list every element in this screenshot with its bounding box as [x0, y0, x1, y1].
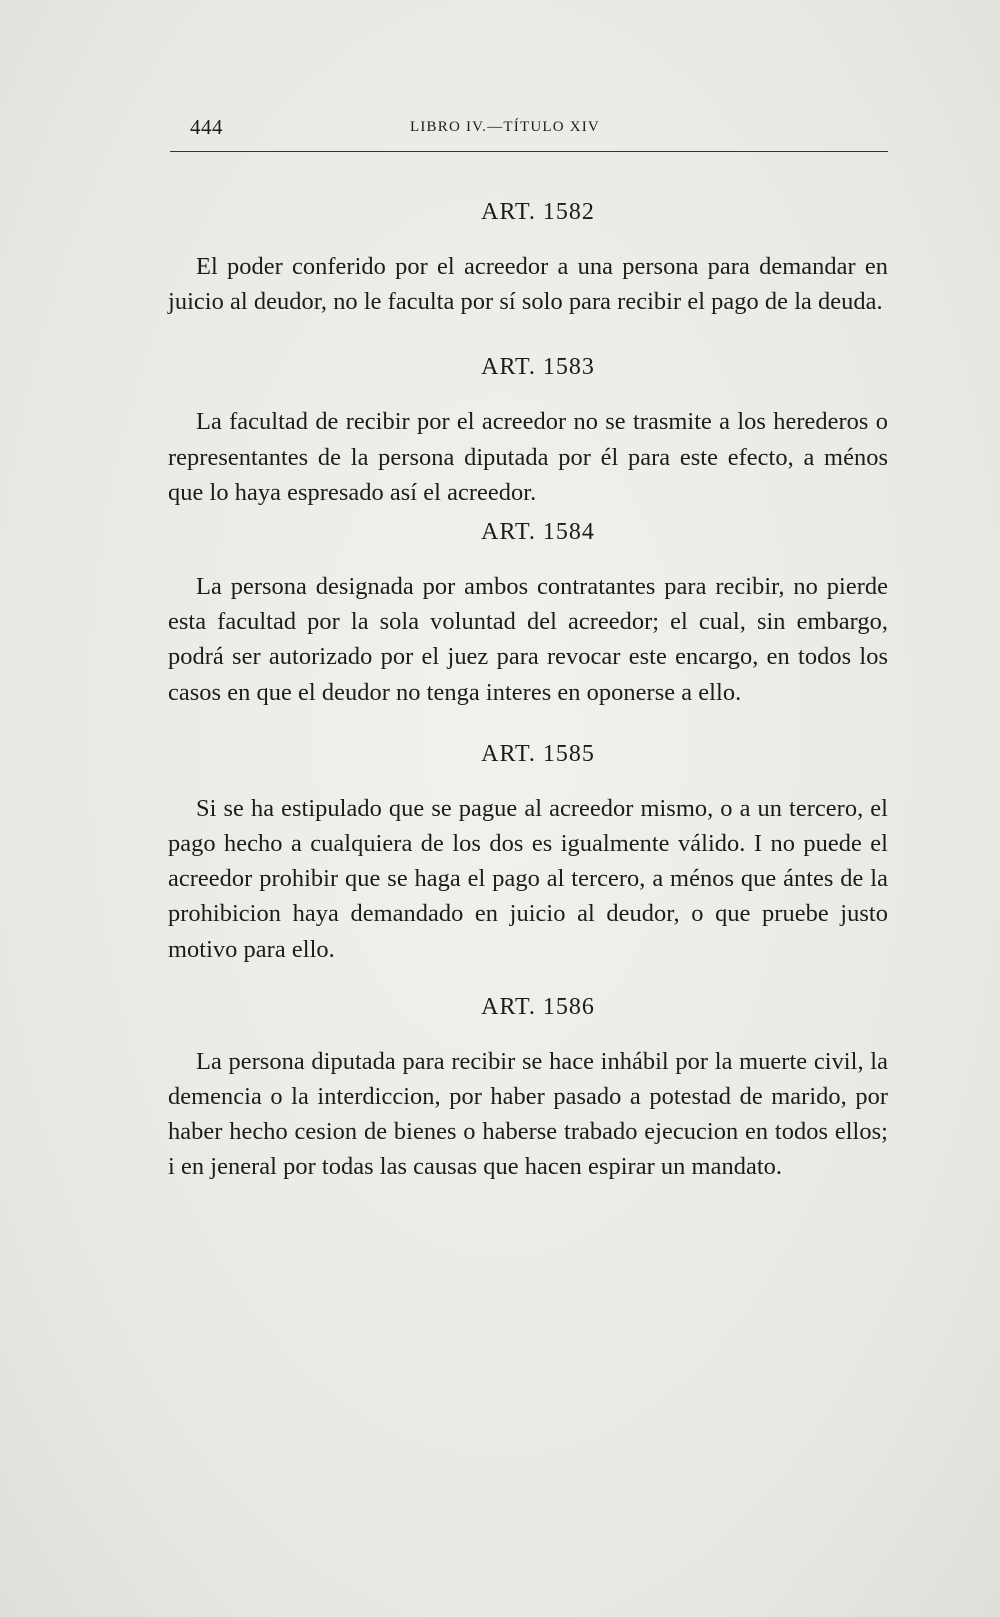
page-header — [170, 113, 892, 143]
article-1583 — [168, 345, 888, 510]
article-1582 — [168, 190, 888, 319]
header-rule — [170, 151, 888, 152]
article-heading: ART. 1586 — [481, 993, 595, 1020]
article-1585 — [168, 732, 888, 967]
article-1584 — [168, 510, 888, 710]
article-text: El poder conferido por el acreedor a una persona para demandar en juicio al deudor, no le faculta por sí solo para recibir el pago de la deuda. — [168, 253, 888, 316]
article-text: La facultad de recibir por el acreedor no se trasmite a los herederos o representantes de la persona diputada por él para este efecto, a ménos que lo haya espresado así el acreedor. — [168, 408, 888, 506]
article-1586 — [168, 985, 888, 1185]
article-text: La persona diputada para recibir se hace inhábil por la muerte civil, la demencia o la interdiccion, por haber pasado a potestad de marido, por haber hecho cesion de bienes o haberse trabado ejecucion en todos ellos; i en jeneral por todas las causas que hacen espirar un mandato. — [168, 1047, 888, 1181]
page-content — [168, 190, 888, 1185]
running-head: LIBRO IV.—TÍTULO XIV — [410, 119, 600, 135]
article-heading: ART. 1585 — [481, 740, 595, 767]
page-number: 444 — [190, 115, 223, 139]
article-heading: ART. 1582 — [481, 199, 595, 225]
article-text: Si se ha estipulado que se pague al acreedor mismo, o a un tercero, el pago hecho a cualquiera de los dos es igualmente válido. I no puede el acreedor prohibir que se haga el pago al tercero, a ménos que ántes de la prohibicion haya demandado en juicio al deudor, o que pruebe justo motivo para ello. — [168, 794, 888, 963]
article-heading: ART. 1584 — [481, 519, 595, 546]
article-heading: ART. 1583 — [481, 354, 595, 381]
article-text: La persona designada por ambos contratantes para recibir, no pierde esta facultad por la sola voluntad del acreedor; el cual, sin embargo, podrá ser autorizado por el juez para revocar este encargo, en todos los casos en que el deudor no tenga interes en oponerse a ello. — [168, 573, 888, 706]
